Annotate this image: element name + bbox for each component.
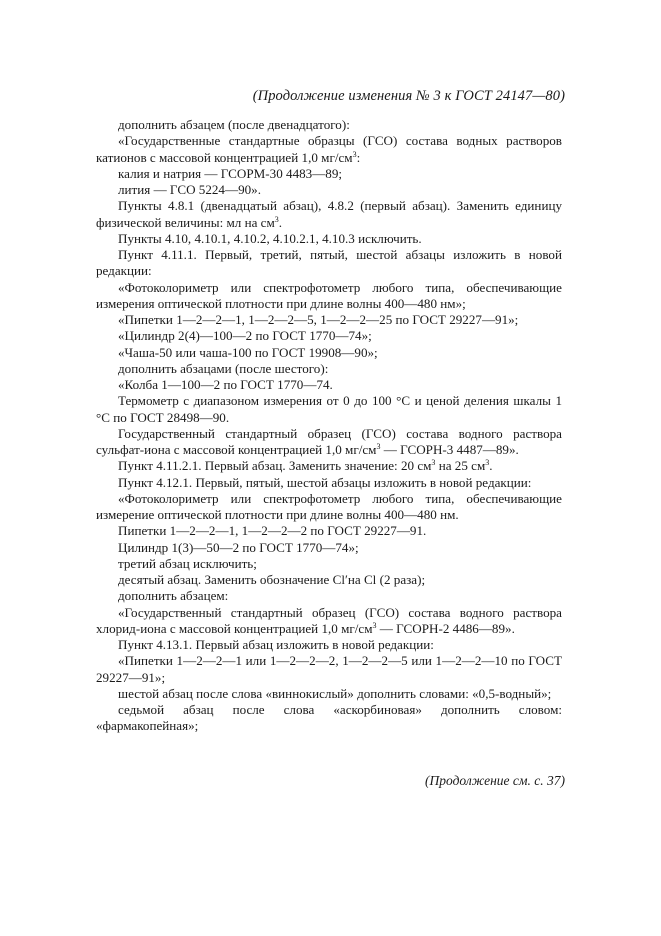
paragraph: Пункт 4.13.1. Первый абзац изложить в новой редакции: [118,637,434,652]
paragraph: Термометр с диапазоном измерения от 0 до 100 °С и ценой деления шкалы 1 °С по ГОСТ 28498—90. [96,393,562,425]
page-footer-continuation: (Продолжение см. с. 37) [425,773,565,788]
paragraph: седьмой абзац после слова «аскорбиновая» дополнить словом: «фармакопейная»; [96,702,562,734]
paragraph: Пункты 4.10, 4.10.1, 4.10.2, 4.10.2.1, 4.10.3 исключить. [118,230,422,246]
paragraph: Пипетки 1—2—2—1, 1—2—2—2 по ГОСТ 29227—91. [118,523,427,539]
paragraph: десятый абзац. Заменить обозначение Cl′на Cl (2 раза); [118,572,426,587]
paragraph: Государственный стандартный образец (ГСО) состава водного раствора сульфат-иона с массовой концентрацией 1,0 $мг/см^3$ — ГСОРН-3 4487—89». [96,425,562,457]
paragraph: Пункты 4.8.1 (двенадцатый абзац), 4.8.2 (первый абзац). Заменить единицу физической величины: мл на $см^3$. [96,198,562,230]
paragraph: дополнить абзацем (после двенадцатого): [118,117,350,132]
paragraph: «Государственный стандартный образец (ГСО) состава водного раствора хлорид-иона с массовой концентрацией 1,0 $мг/см^3$ — ГСОРН-2 4486—89». [96,604,562,636]
paragraph: «Чаша-50 или чаша-100 по ГОСТ 19908—90»; [118,344,378,360]
paragraph: Пункт 4.11.1. Первый, третий, пятый, шестой абзацы изложить в новой редакции: [96,247,562,279]
paragraph: Пункт 4.11.2.1. Первый абзац. Заменить значение: 20 $см^3$ на 25 $см^3$. [118,458,493,474]
amendment-text [96,117,562,735]
paragraph: «Цилиндр 2(4)—100—2 по ГОСТ 1770—74»; [118,328,372,344]
paragraph: Цилиндр 1(3)—50—2 по ГОСТ 1770—74»; [118,539,359,555]
paragraph: «Фотоколориметр или спектрофотометр любого типа, обеспечивающие измерения оптической плотности при длине волны 400—480 нм»; [96,279,562,311]
paragraph: «Фотоколориметр или спектрофотометр любого типа, обеспечивающие измерение оптической плотности при длине волны 400—480 нм. [96,490,562,522]
paragraph: «Колба 1—100—2 по ГОСТ 1770—74. [118,377,333,392]
page-header-continuation: (Продолжение изменения № 3 к ГОСТ 24147—80) [252,88,565,104]
paragraph: лития — ГСО 5224—90». [118,182,261,197]
paragraph: калия и натрия — ГСОРМ-30 4483—89; [118,165,343,181]
paragraph: «Пипетки 1—2—2—1 или 1—2—2—2, 1—2—2—5 или 1—2—2—10 по ГОСТ 29227—91»; [96,653,562,685]
paragraph: дополнить абзацами (после шестого): [118,360,329,376]
paragraph: шестой абзац после слова «виннокислый» дополнить словами: «0,5-водный»; [118,685,552,701]
paragraph: «Государственные стандартные образцы (ГСО) состава водных растворов катионов с массовой концентрацией 1,0 $мг/см^3$: [96,133,562,165]
paragraph: третий абзац исключить; [118,555,257,571]
paragraph: Пункт 4.12.1. Первый, пятый, шестой абзацы изложить в новой редакции: [118,474,532,490]
paragraph: «Пипетки 1—2—2—1, 1—2—2—5, 1—2—2—25 по ГОСТ 29227—91»; [118,312,519,327]
paragraph: дополнить абзацем: [118,588,229,604]
